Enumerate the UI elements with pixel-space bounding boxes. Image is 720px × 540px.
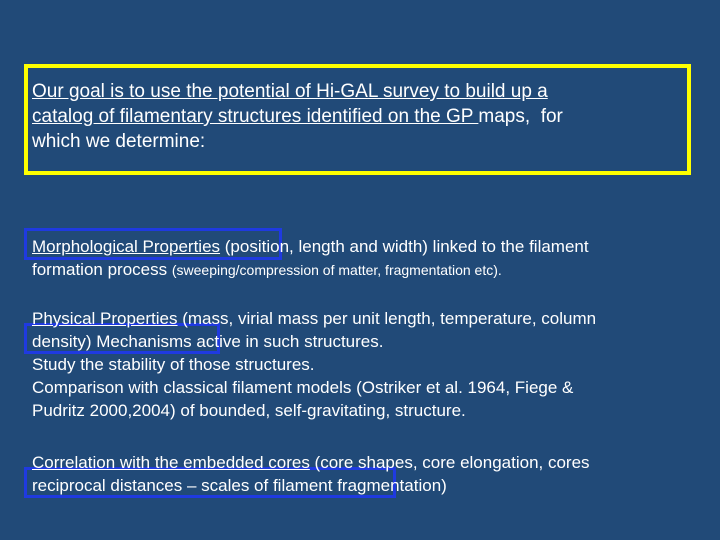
physical-label: Physical Properties bbox=[32, 309, 178, 328]
correlation-line-1: (core shapes, core elongation, cores bbox=[309, 453, 590, 472]
morphological-line-1: (position, length and width) linked to the filament bbox=[220, 237, 589, 256]
physical-line-5: Pudritz 2000,2004) of bounded, self-gravitating, structure. bbox=[32, 401, 466, 420]
goal-paragraph bbox=[32, 79, 563, 154]
correlation-label: Correlation with the embedded cores bbox=[32, 453, 310, 472]
physical-line-4: Comparison with classical filament models (Ostriker et al. 1964, Fiege & bbox=[32, 378, 574, 397]
morphological-line-2-small: (sweeping/compression of matter, fragmentation etc). bbox=[171, 262, 502, 278]
goal-line-2-rest: maps, for bbox=[478, 106, 563, 127]
goal-line-2-underlined: catalog of filamentary structures identified on the GP bbox=[32, 106, 479, 127]
morphological-paragraph bbox=[32, 235, 589, 282]
physical-line-2: density) Mechanisms active in such structures. bbox=[32, 332, 384, 351]
morphological-label: Morphological Properties bbox=[32, 237, 221, 256]
physical-paragraph bbox=[32, 307, 596, 422]
physical-line-1: (mass, virial mass per unit length, temperature, column bbox=[177, 309, 597, 328]
correlation-paragraph bbox=[32, 451, 590, 497]
goal-line-1: Our goal is to use the potential of Hi-GAL survey to build up a bbox=[32, 81, 548, 102]
correlation-line-2: reciprocal distances – scales of filament fragmentation) bbox=[32, 476, 447, 495]
goal-line-3: which we determine: bbox=[32, 131, 206, 152]
morphological-line-2: formation process bbox=[32, 260, 172, 279]
physical-line-3: Study the stability of those structures. bbox=[32, 355, 315, 374]
